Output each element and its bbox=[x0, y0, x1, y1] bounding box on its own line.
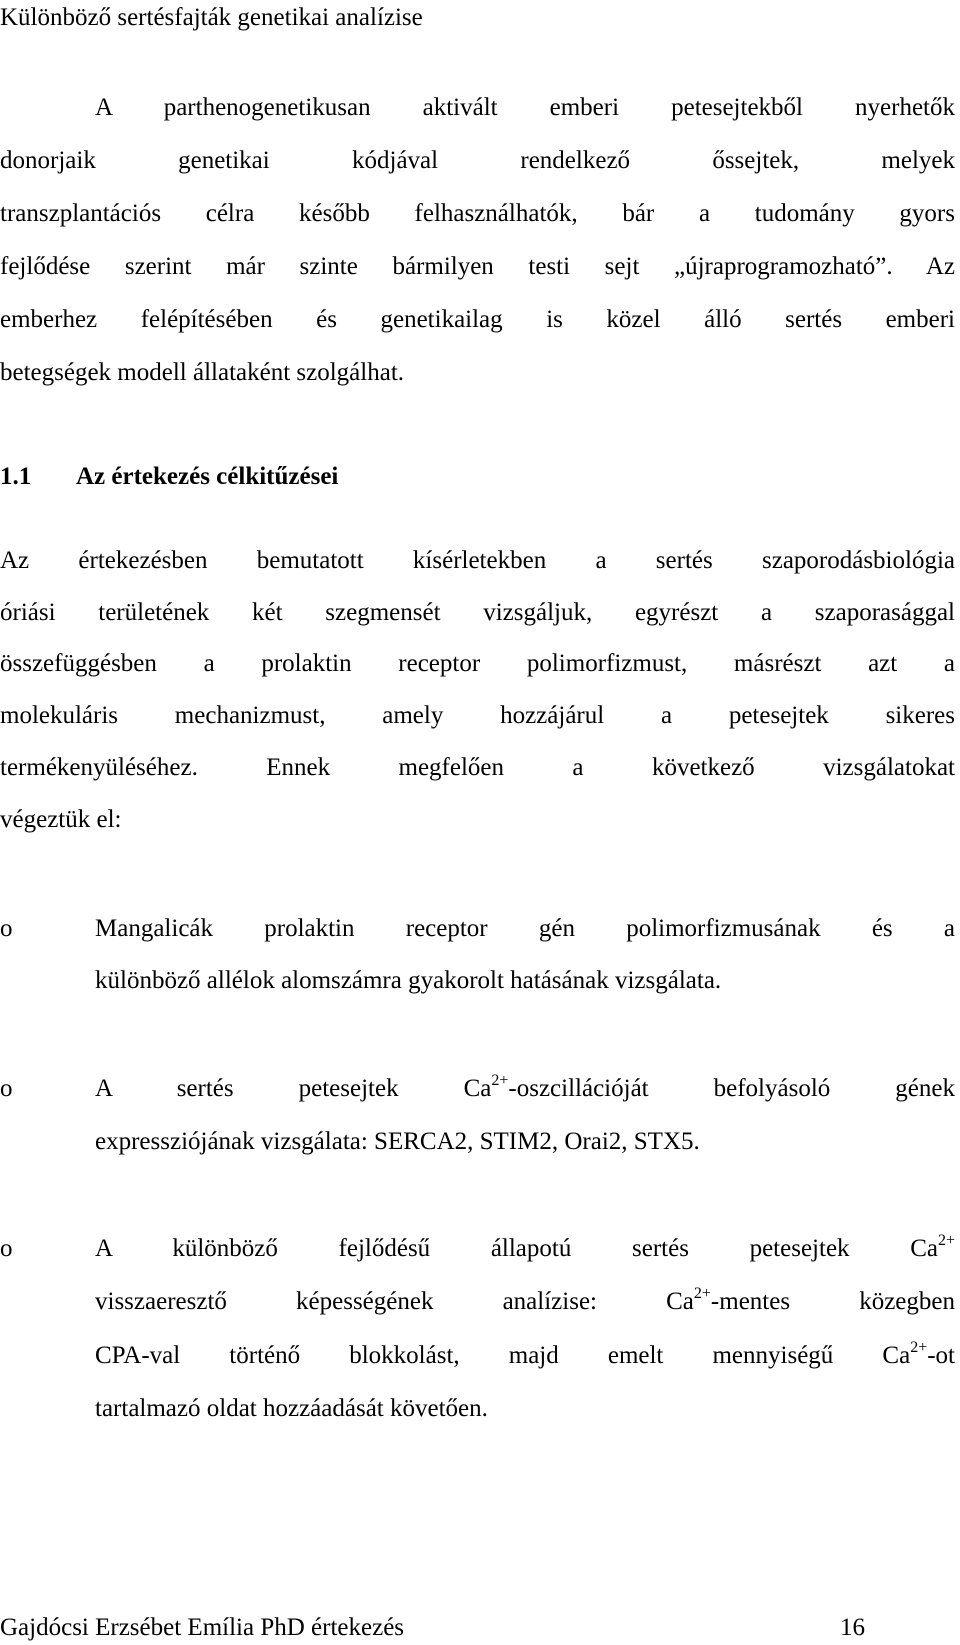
intro-line-4: fejlődése szerint már szinte bármilyen testi sejt „újraprogramozható”. Az bbox=[0, 253, 955, 280]
intro-line-6: betegségek modell állataként szolgálhat. bbox=[0, 359, 405, 386]
intro-line-3: transzplantációs célra később felhasználhatók, bár a tudomány gyors bbox=[0, 200, 955, 227]
intro-line-1: A parthenogenetikusan aktivált emberi petesejtekből nyerhetők bbox=[95, 94, 955, 121]
bullet-3-line-1 bbox=[95, 1233, 955, 1265]
bullet-2-line-1 bbox=[95, 1073, 955, 1105]
superscript-charge: 2+ bbox=[693, 1284, 711, 1302]
bullet-2-text-a: A sertés petesejtek Ca bbox=[95, 1075, 492, 1102]
aims-line-4: molekuláris mechanizmust, amely hozzájárul a petesejtek sikeres bbox=[0, 702, 955, 729]
section-title: Az értekezés célkitűzései bbox=[76, 463, 339, 490]
bullet-1-line-2: különböző allélok alomszámra gyakorolt hatásának vizsgálata. bbox=[95, 967, 722, 994]
bullet-3-line-2 bbox=[95, 1286, 955, 1318]
bullet-3-text-c: -mentes közegben bbox=[710, 1288, 955, 1315]
intro-line-2: donorjaik genetikai kódjával rendelkező őssejtek, melyek bbox=[0, 147, 955, 174]
aims-line-2: óriási területének két szegmensét vizsgáljuk, egyrészt a szaporasággal bbox=[0, 599, 955, 626]
page-number: 16 bbox=[840, 1614, 865, 1641]
bullet-2-text-b: -oszcillációját befolyásoló gének bbox=[508, 1075, 955, 1102]
bullet-3-text-a: A különböző fejlődésű állapotú sertés petesejtek Ca bbox=[95, 1235, 938, 1262]
bullet-marker-2: o bbox=[0, 1075, 13, 1102]
aims-line-6: végeztük el: bbox=[0, 806, 122, 833]
aims-line-1: Az értekezésben bemutatott kísérletekben a sertés szaporodásbiológia bbox=[0, 547, 955, 574]
superscript-charge: 2+ bbox=[491, 1071, 509, 1089]
intro-line-5: emberhez felépítésében és genetikailag is közel álló sertés emberi bbox=[0, 306, 955, 333]
footer-author: Gajdócsi Erzsébet Emília PhD értekezés bbox=[0, 1614, 405, 1641]
superscript-charge: 2+ bbox=[910, 1338, 928, 1356]
bullet-3-line-4: tartalmazó oldat hozzáadását követően. bbox=[95, 1395, 488, 1422]
bullet-1-line-1: Mangalicák prolaktin receptor gén polimorfizmusának és a bbox=[95, 915, 955, 942]
section-number: 1.1 bbox=[0, 463, 32, 490]
section-heading bbox=[0, 461, 338, 493]
bullet-2-line-2: expressziójának vizsgálata: SERCA2, STIM2, Orai2, STX5. bbox=[95, 1128, 700, 1155]
bullet-3-line-3 bbox=[95, 1340, 955, 1372]
aims-line-3: összefüggésben a prolaktin receptor polimorfizmust, másrészt azt a bbox=[0, 650, 955, 677]
superscript-charge: 2+ bbox=[937, 1231, 955, 1249]
bullet-3-text-d: CPA-val történő blokkolást, majd emelt mennyiségű Ca bbox=[95, 1342, 911, 1369]
bullet-3-text-e: -ot bbox=[927, 1342, 955, 1369]
aims-line-5: termékenyüléséhez. Ennek megfelően a következő vizsgálatokat bbox=[0, 754, 955, 781]
bullet-marker-3: o bbox=[0, 1235, 13, 1262]
bullet-marker-1: o bbox=[0, 915, 13, 942]
running-header: Különböző sertésfajták genetikai analízise bbox=[0, 4, 423, 31]
bullet-3-text-b: visszaeresztő képességének analízise: Ca bbox=[95, 1288, 694, 1315]
